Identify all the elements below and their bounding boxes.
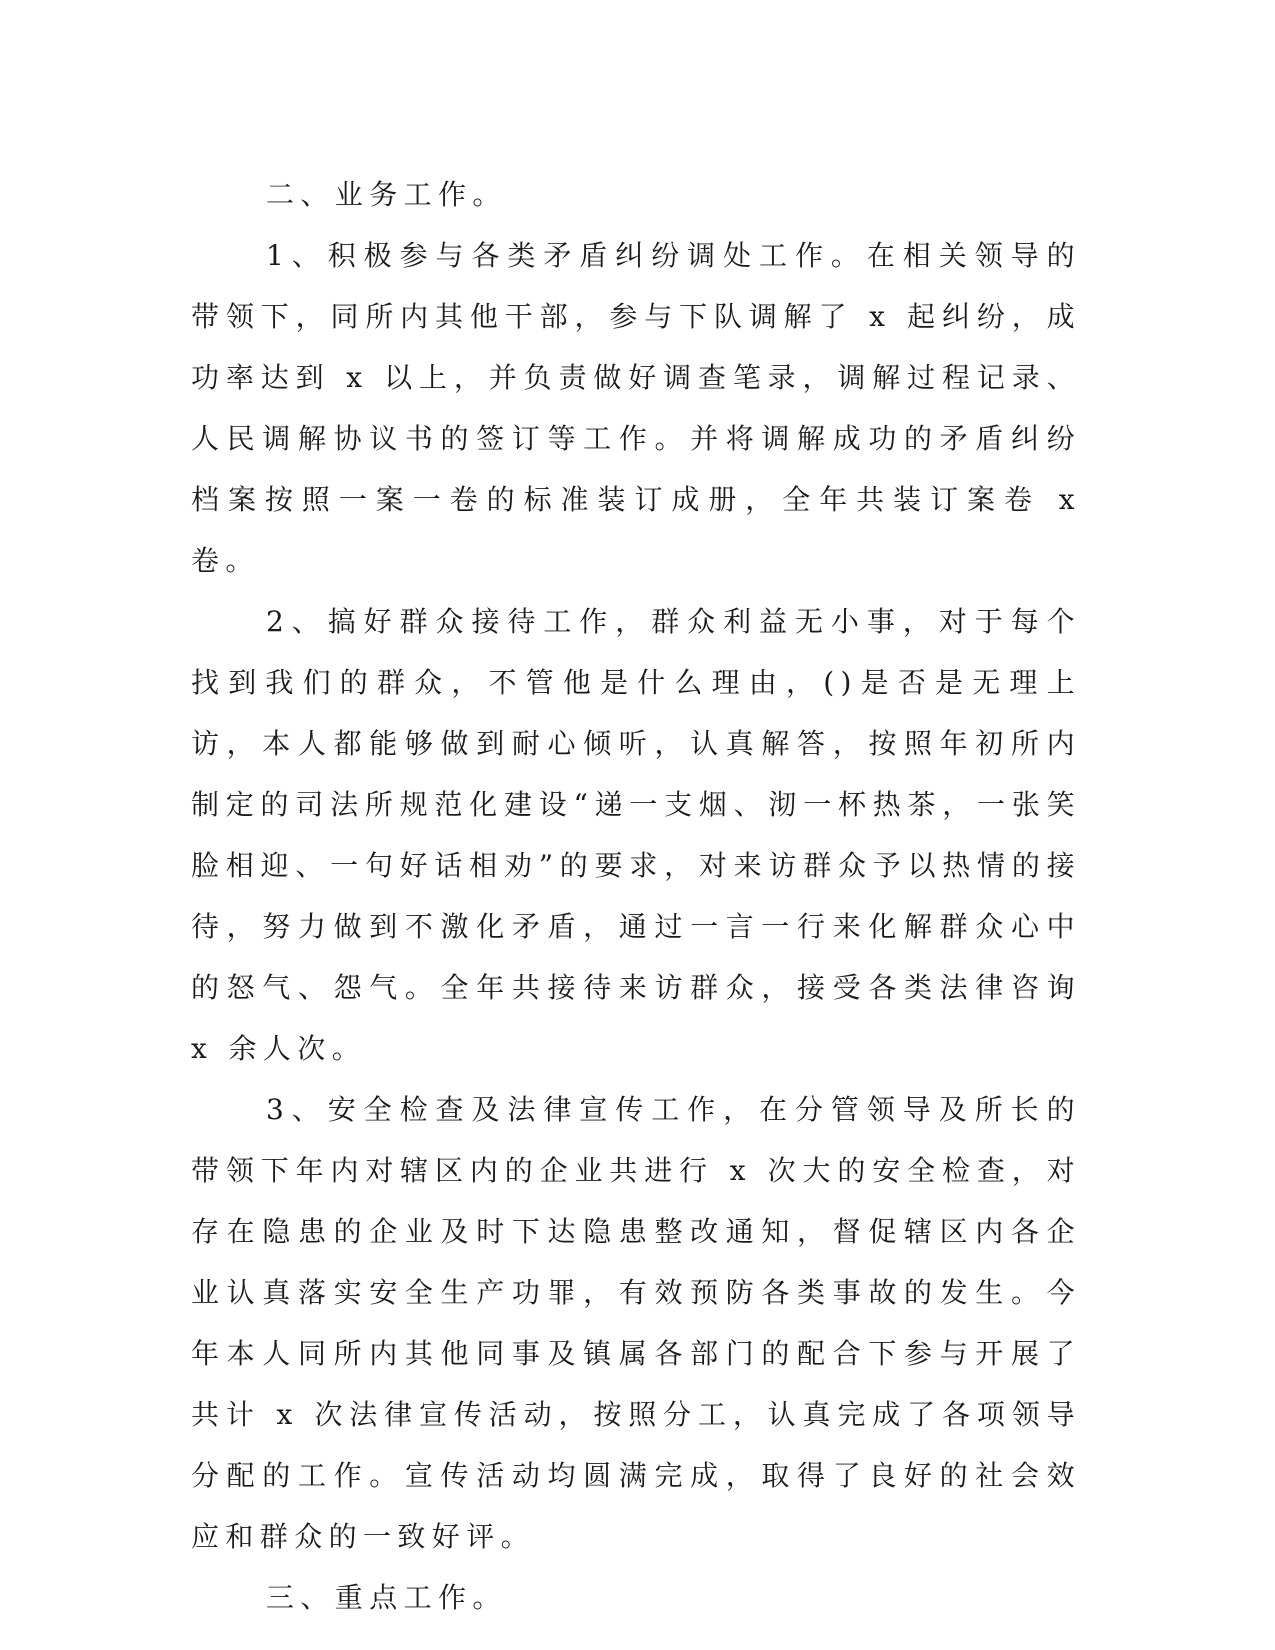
paragraph-public-reception: 2、搞好群众接待工作，群众利益无小事，对于每个找到我们的群众，不管他是什么理由，()是否是无理上访，本人都能够做到耐心倾听，认真解答，按照年初所内制定的司法所规范化建设“递一支烟、沏一杯热茶，一张笑脸相迎、一句好话相劝”的要求，对来访群众予以热情的接待，努力做到不激化矛盾，通过一言一行来化解群众心中的怒气、怨气。全年共接待来访群众，接受各类法律咨询 x 余人次。 [191,605,1081,1065]
section-heading-business-work: 二、业务工作。 [266,178,507,211]
document-body [191,164,1081,1628]
paragraph-dispute-mediation: 1、积极参与各类矛盾纠纷调处工作。在相关领导的带领下，同所内其他干部，参与下队调解了 x 起纠纷，成功率达到 x 以上，并负责做好调查笔录，调解过程记录、人民调解协议书的签订等工作。并将调解成功的矛盾纠纷档案按照一案一卷的标准装订成册，全年共装订案卷 x 卷。 [191,239,1081,577]
paragraph-safety-inspection: 3、安全检查及法律宣传工作，在分管领导及所长的带领下年内对辖区内的企业共进行 x 次大的安全检查，对存在隐患的企业及时下达隐患整改通知，督促辖区内各企业认真落实安全生产功罪，有效预防各类事故的发生。今年本人同所内其他同事及镇属各部门的配合下参与开展了共计 x 次法律宣传活动，按照分工，认真完成了各项领导分配的工作。宣传活动均圆满完成，取得了良好的社会效应和群众的一致好评。 [191,1093,1081,1553]
section-heading-key-work: 三、重点工作。 [266,1581,507,1614]
